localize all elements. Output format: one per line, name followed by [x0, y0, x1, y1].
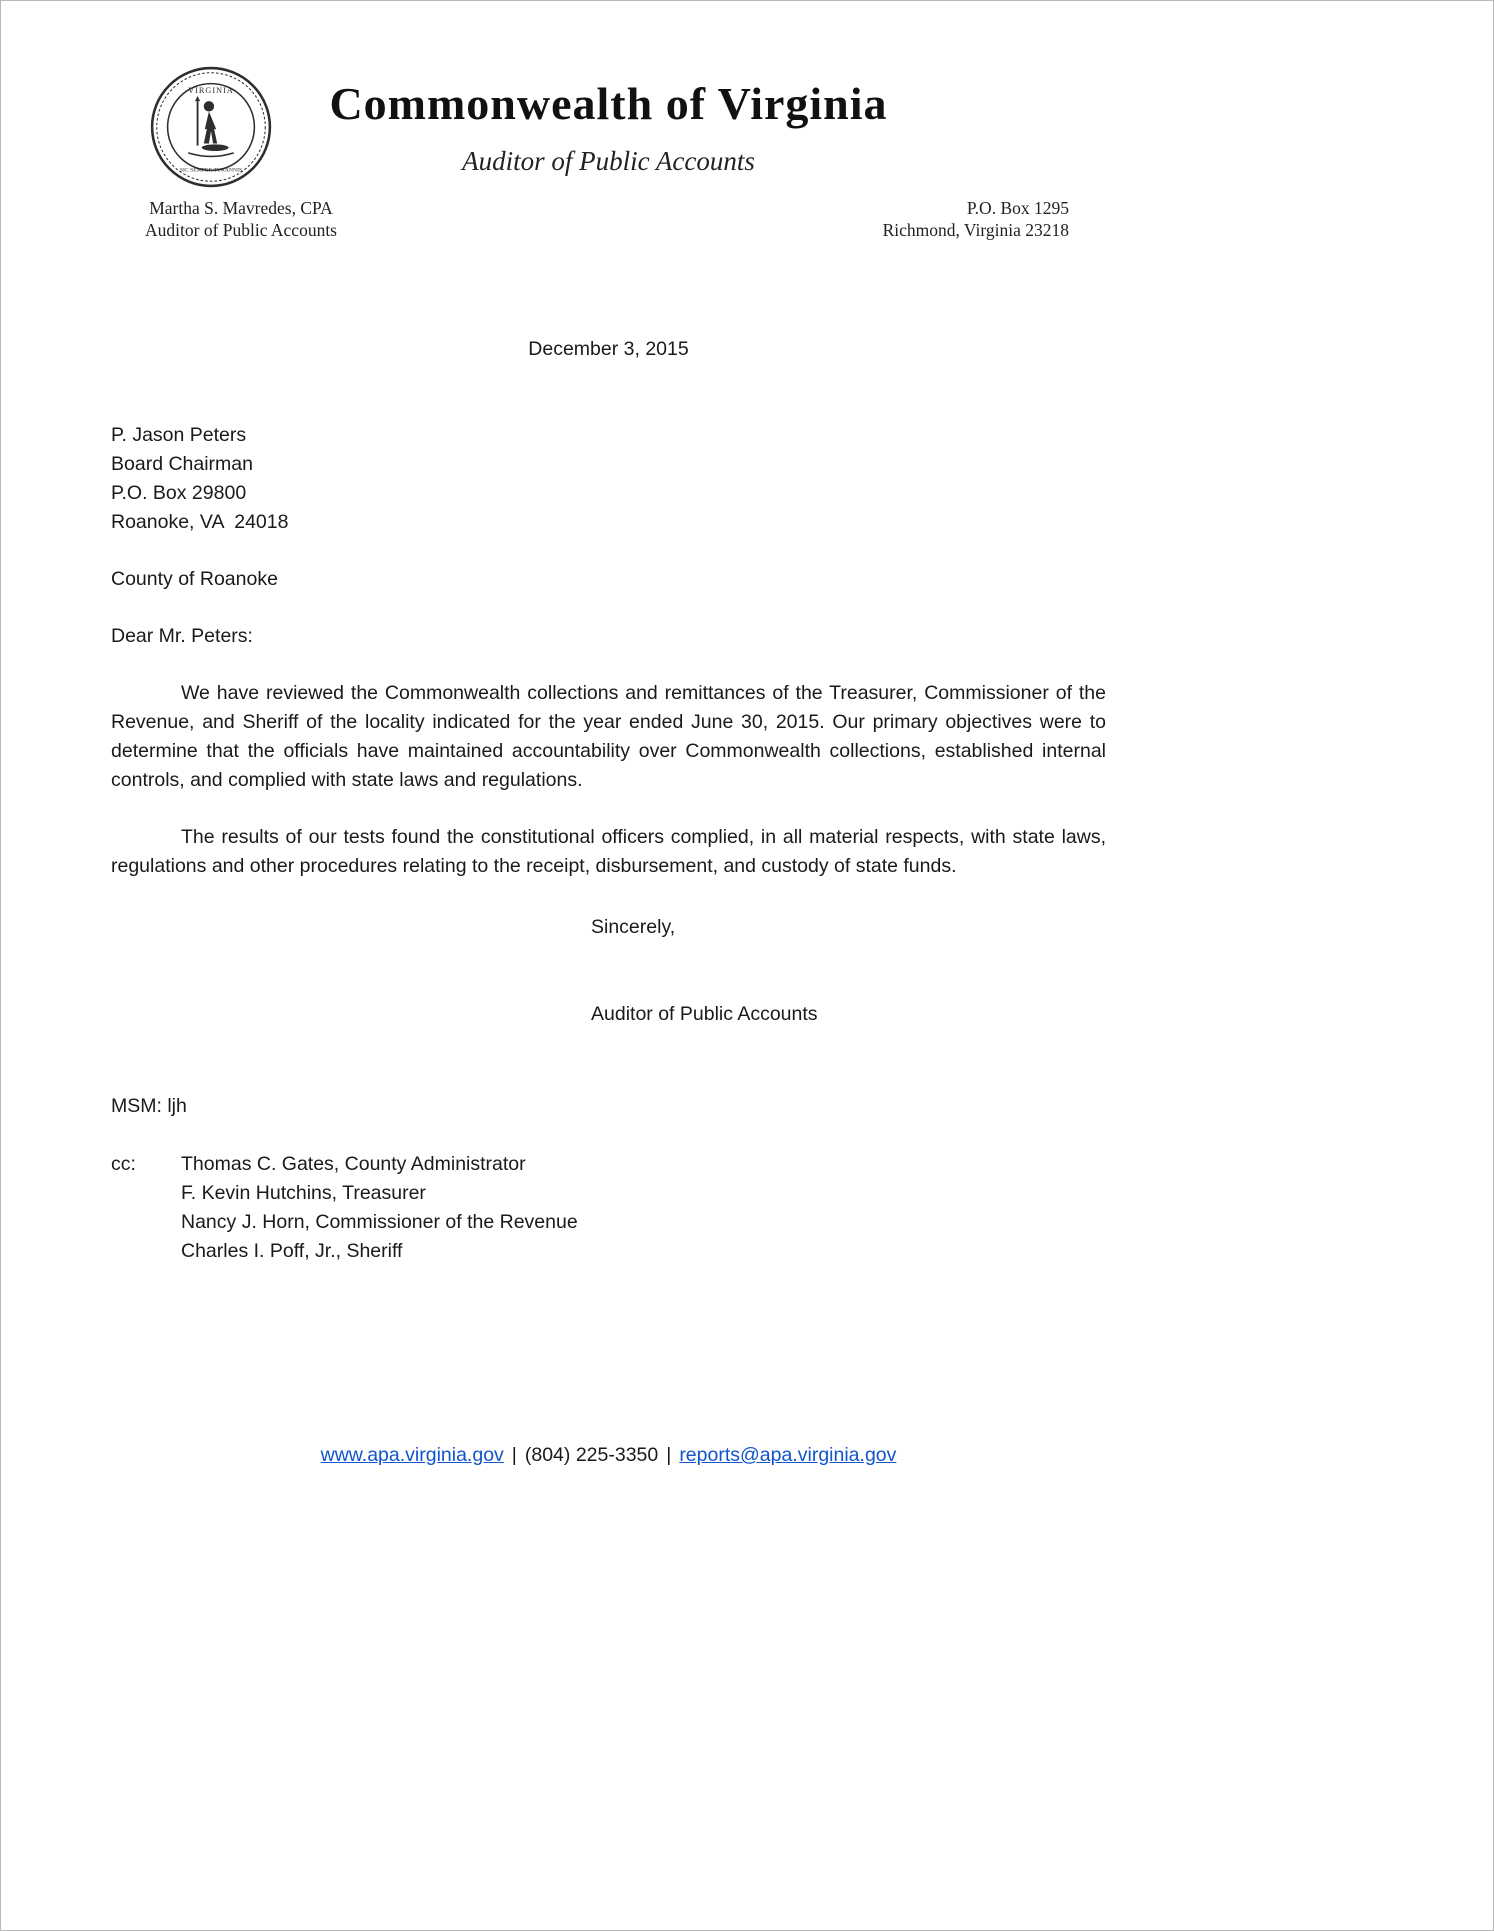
recipient-line: P.O. Box 29800	[111, 482, 247, 504]
cc-entry: F. Kevin Hutchins, Treasurer	[181, 1182, 426, 1204]
office-address	[111, 197, 1069, 242]
email-link[interactable]: reports@apa.virginia.gov	[679, 1444, 897, 1466]
footer-separator: |	[511, 1444, 517, 1466]
closing-line: Sincerely,	[591, 916, 676, 938]
letterhead-titles	[111, 77, 1106, 177]
svg-text:SIC SEMPER TYRANNIS: SIC SEMPER TYRANNIS	[179, 167, 243, 174]
body-paragraph-2: The results of our tests found the constitutional officers complied, in all material respects, with state laws, regulations and other procedures relating to the receipt, disbursement, and custody of state funds.	[111, 826, 1106, 877]
cc-block	[111, 1150, 1106, 1266]
signature-title: Auditor of Public Accounts	[591, 1003, 818, 1025]
locality-line: County of Roanoke	[111, 568, 278, 590]
svg-text:VIRGINIA: VIRGINIA	[188, 85, 234, 95]
salutation: Dear Mr. Peters:	[111, 625, 253, 647]
recipient-line: Roanoke, VA 24018	[111, 511, 289, 533]
footer-separator: |	[666, 1444, 672, 1466]
recipient-line: P. Jason Peters	[111, 424, 247, 446]
address-line-2: Richmond, Virginia 23218	[882, 220, 1069, 241]
website-link[interactable]: www.apa.virginia.gov	[320, 1444, 504, 1466]
official-name: Martha S. Mavredes, CPA	[149, 198, 333, 218]
official-title: Auditor of Public Accounts	[145, 220, 337, 241]
cc-entry: Thomas C. Gates, County Administrator	[181, 1153, 526, 1175]
letter-body	[111, 335, 1106, 1266]
letterhead	[1, 1, 1493, 253]
org-subtitle: Auditor of Public Accounts	[462, 146, 755, 176]
phone-number: (804) 225-3350	[524, 1444, 659, 1466]
cc-label: cc:	[111, 1153, 136, 1175]
date-line: December 3, 2015	[528, 338, 689, 360]
recipient-line: Board Chairman	[111, 453, 253, 475]
cc-list	[181, 1150, 578, 1266]
org-name: Commonwealth of Virginia	[329, 78, 888, 129]
recipient-block	[111, 421, 1106, 537]
cc-entry: Nancy J. Horn, Commissioner of the Revenue	[181, 1211, 578, 1233]
page-footer	[111, 1444, 1106, 1467]
reference-initials: MSM: ljh	[111, 1095, 187, 1117]
address-line-1: P.O. Box 1295	[966, 198, 1069, 218]
body-paragraph-1: We have reviewed the Commonwealth collections and remittances of the Treasurer, Commissioner of the Revenue, and Sheriff of the locality indicated for the year ended June 30, 2015. Our primary objectives were to determine that the officials have maintained accountability over Commonwealth collections, established internal controls, and complied with state laws and regulations.	[111, 682, 1106, 791]
cc-entry: Charles I. Poff, Jr., Sheriff	[181, 1240, 403, 1262]
